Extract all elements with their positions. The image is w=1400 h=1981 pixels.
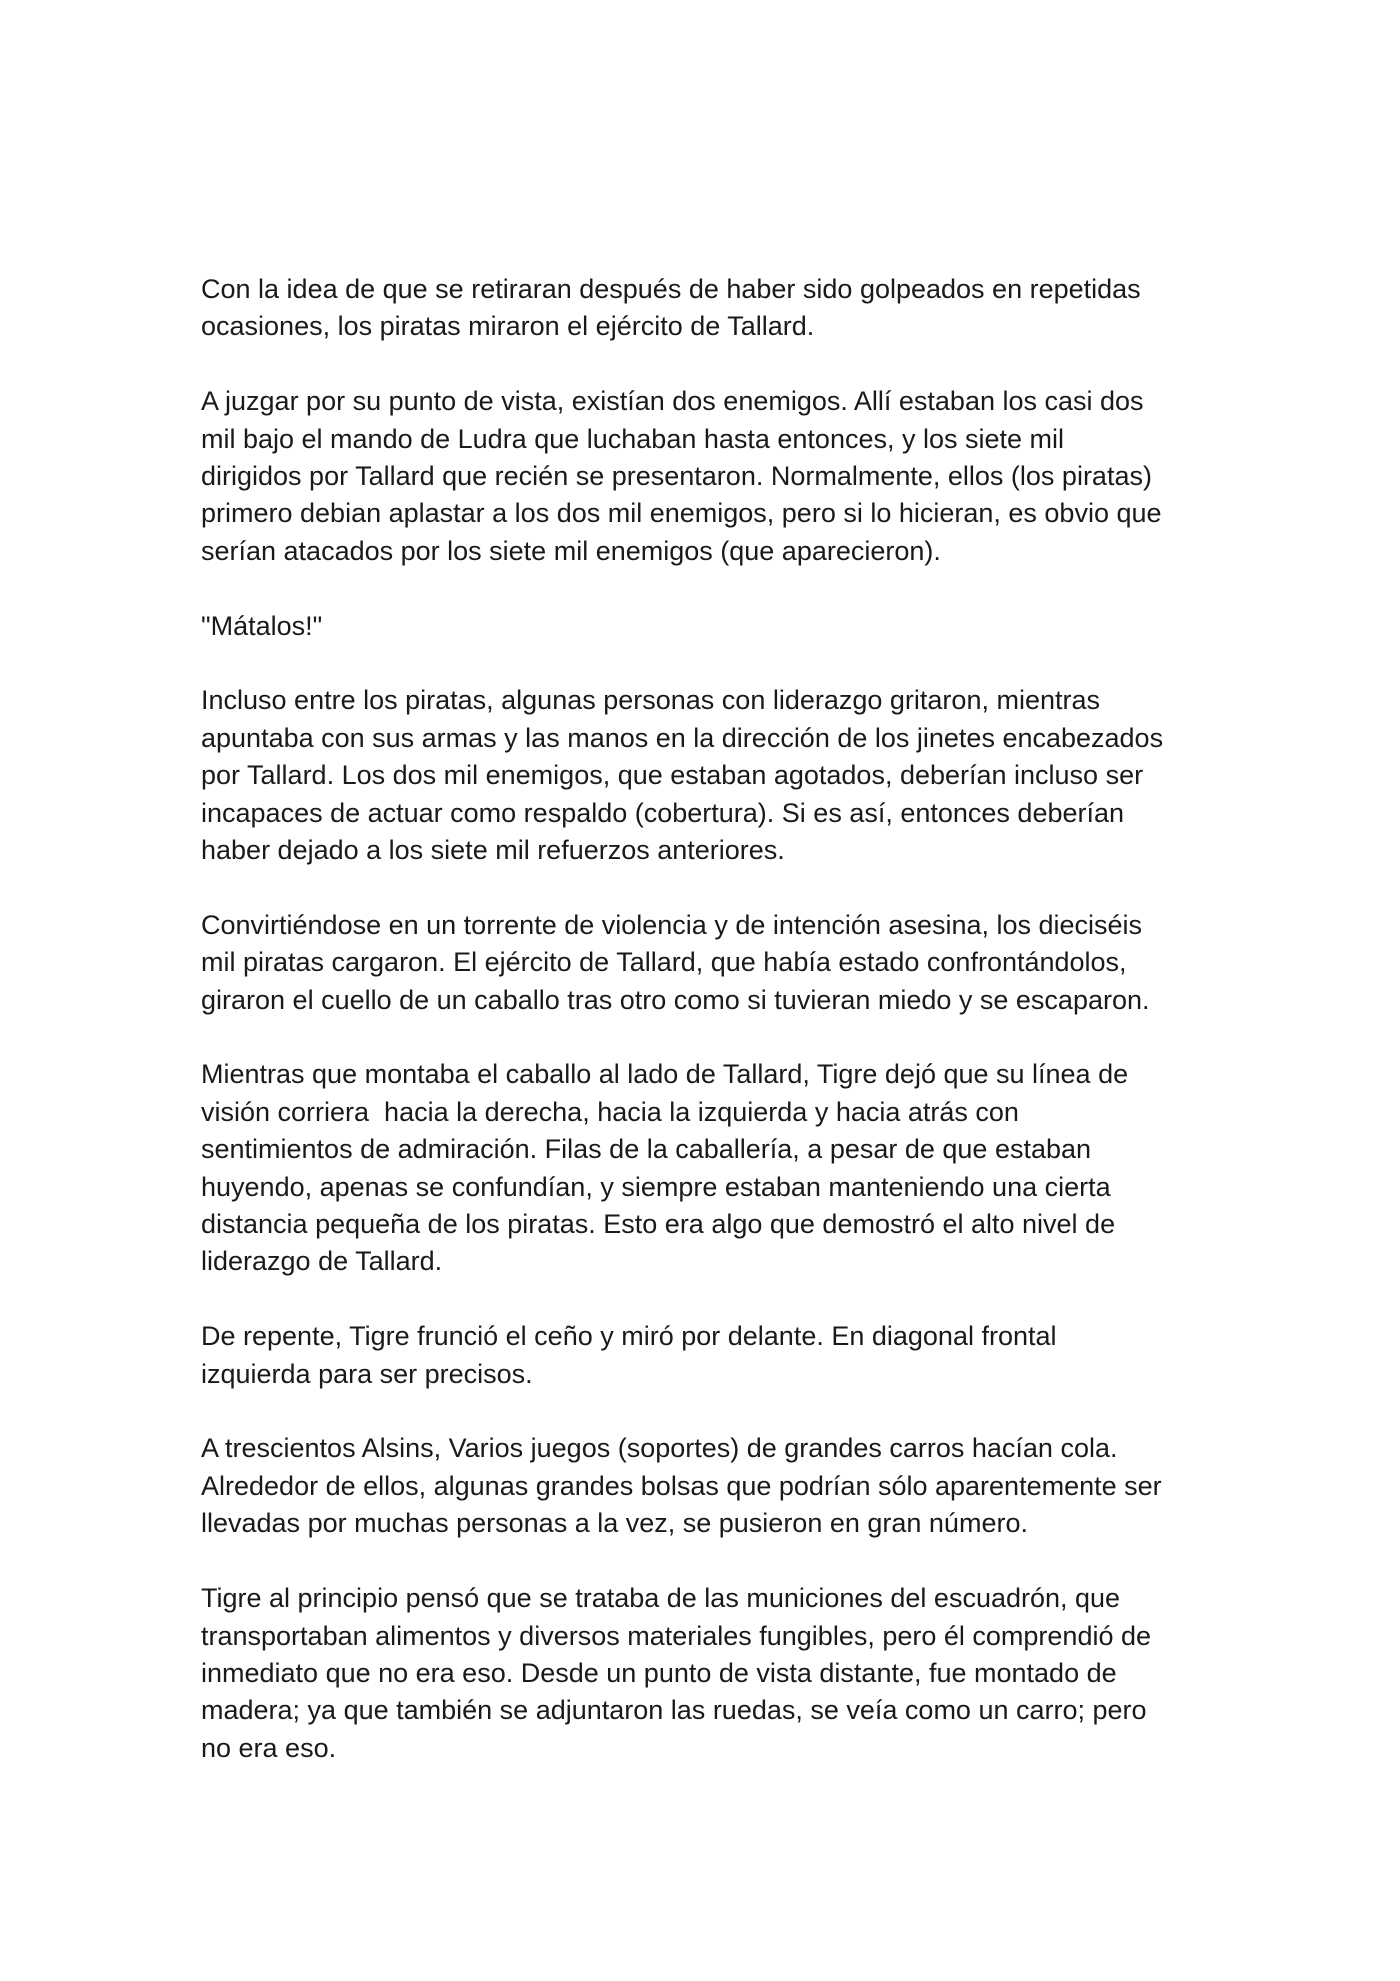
text-line: madera; ya que también se adjuntaron las ruedas, se veía como un carro; pero	[201, 1695, 1147, 1726]
document-body	[201, 271, 1211, 1805]
text-line: sentimientos de admiración. Filas de la caballería, a pesar de que estaban	[201, 1134, 1092, 1165]
paragraph	[201, 608, 1211, 645]
text-line: distancia pequeña de los piratas. Esto era algo que demostró el alto nivel de	[201, 1209, 1116, 1240]
paragraph	[201, 682, 1211, 869]
text-line: apuntaba con sus armas y las manos en la dirección de los jinetes encabezados	[201, 722, 1164, 753]
text-line: haber dejado a los siete mil refuerzos anteriores.	[201, 835, 785, 866]
text-line: incapaces de actuar como respaldo (cobertura). Si es así, entonces deberían	[201, 797, 1125, 828]
text-line: giraron el cuello de un caballo tras otro como si tuvieran miedo y se escaparon.	[201, 984, 1150, 1015]
text-line: primero debian aplastar a los dos mil enemigos, pero si lo hicieran, es obvio que	[201, 498, 1162, 529]
paragraph	[201, 1430, 1211, 1542]
text-line: serían atacados por los siete mil enemigos (que aparecieron).	[201, 535, 941, 566]
text-line: Convirtiéndose en un torrente de violencia y de intención asesina, los dieciséis	[201, 909, 1143, 940]
text-line: Incluso entre los piratas, algunas personas con liderazgo gritaron, mientras	[201, 685, 1100, 716]
text-line: A juzgar por su punto de vista, existían dos enemigos. Allí estaban los casi dos	[201, 386, 1144, 417]
text-line: Con la idea de que se retiraran después de haber sido golpeados en repetidas	[201, 274, 1141, 304]
text-line: por Tallard. Los dos mil enemigos, que estaban agotados, deberían incluso ser	[201, 760, 1144, 791]
text-line: llevadas por muchas personas a la vez, se pusieron en gran número.	[201, 1508, 1028, 1539]
text-line: "Mátalos!"	[201, 610, 323, 641]
text-line: no era eso.	[201, 1732, 337, 1763]
text-line: dirigidos por Tallard que recién se presentaron. Normalmente, ellos (los piratas)	[201, 461, 1152, 492]
text-line: De repente, Tigre frunció el ceño y miró por delante. En diagonal frontal	[201, 1321, 1057, 1352]
paragraph	[201, 1580, 1211, 1767]
text-line: Mientras que montaba el caballo al lado de Tallard, Tigre dejó que su línea de	[201, 1059, 1129, 1090]
paragraph	[201, 1318, 1211, 1393]
paragraph	[201, 271, 1211, 346]
paragraph	[201, 1056, 1211, 1280]
text-line: izquierda para ser precisos.	[201, 1358, 533, 1389]
text-line: liderazgo de Tallard.	[201, 1246, 443, 1277]
text-line: inmediato que no era eso. Desde un punto de vista distante, fue montado de	[201, 1657, 1117, 1688]
text-line: ocasiones, los piratas miraron el ejército de Tallard.	[201, 311, 815, 342]
text-line: transportaban alimentos y diversos materiales fungibles, pero él comprendió de	[201, 1620, 1152, 1651]
paragraph	[201, 383, 1211, 570]
text-line: visión corriera hacia la derecha, hacia la izquierda y hacia atrás con	[201, 1096, 1019, 1127]
text-line: mil bajo el mando de Ludra que luchaban hasta entonces, y los siete mil	[201, 423, 1065, 454]
text-line: huyendo, apenas se confundían, y siempre estaban manteniendo una cierta	[201, 1171, 1111, 1202]
text-line: Alrededor de ellos, algunas grandes bolsas que podrían sólo aparentemente ser	[201, 1470, 1162, 1501]
text-line: A trescientos Alsins, Varios juegos (soportes) de grandes carros hacían cola.	[201, 1433, 1118, 1464]
text-line: Tigre al principio pensó que se trataba de las municiones del escuadrón, que	[201, 1583, 1121, 1614]
text-line: mil piratas cargaron. El ejército de Tallard, que había estado confrontándolos,	[201, 947, 1127, 978]
paragraph	[201, 907, 1211, 1019]
